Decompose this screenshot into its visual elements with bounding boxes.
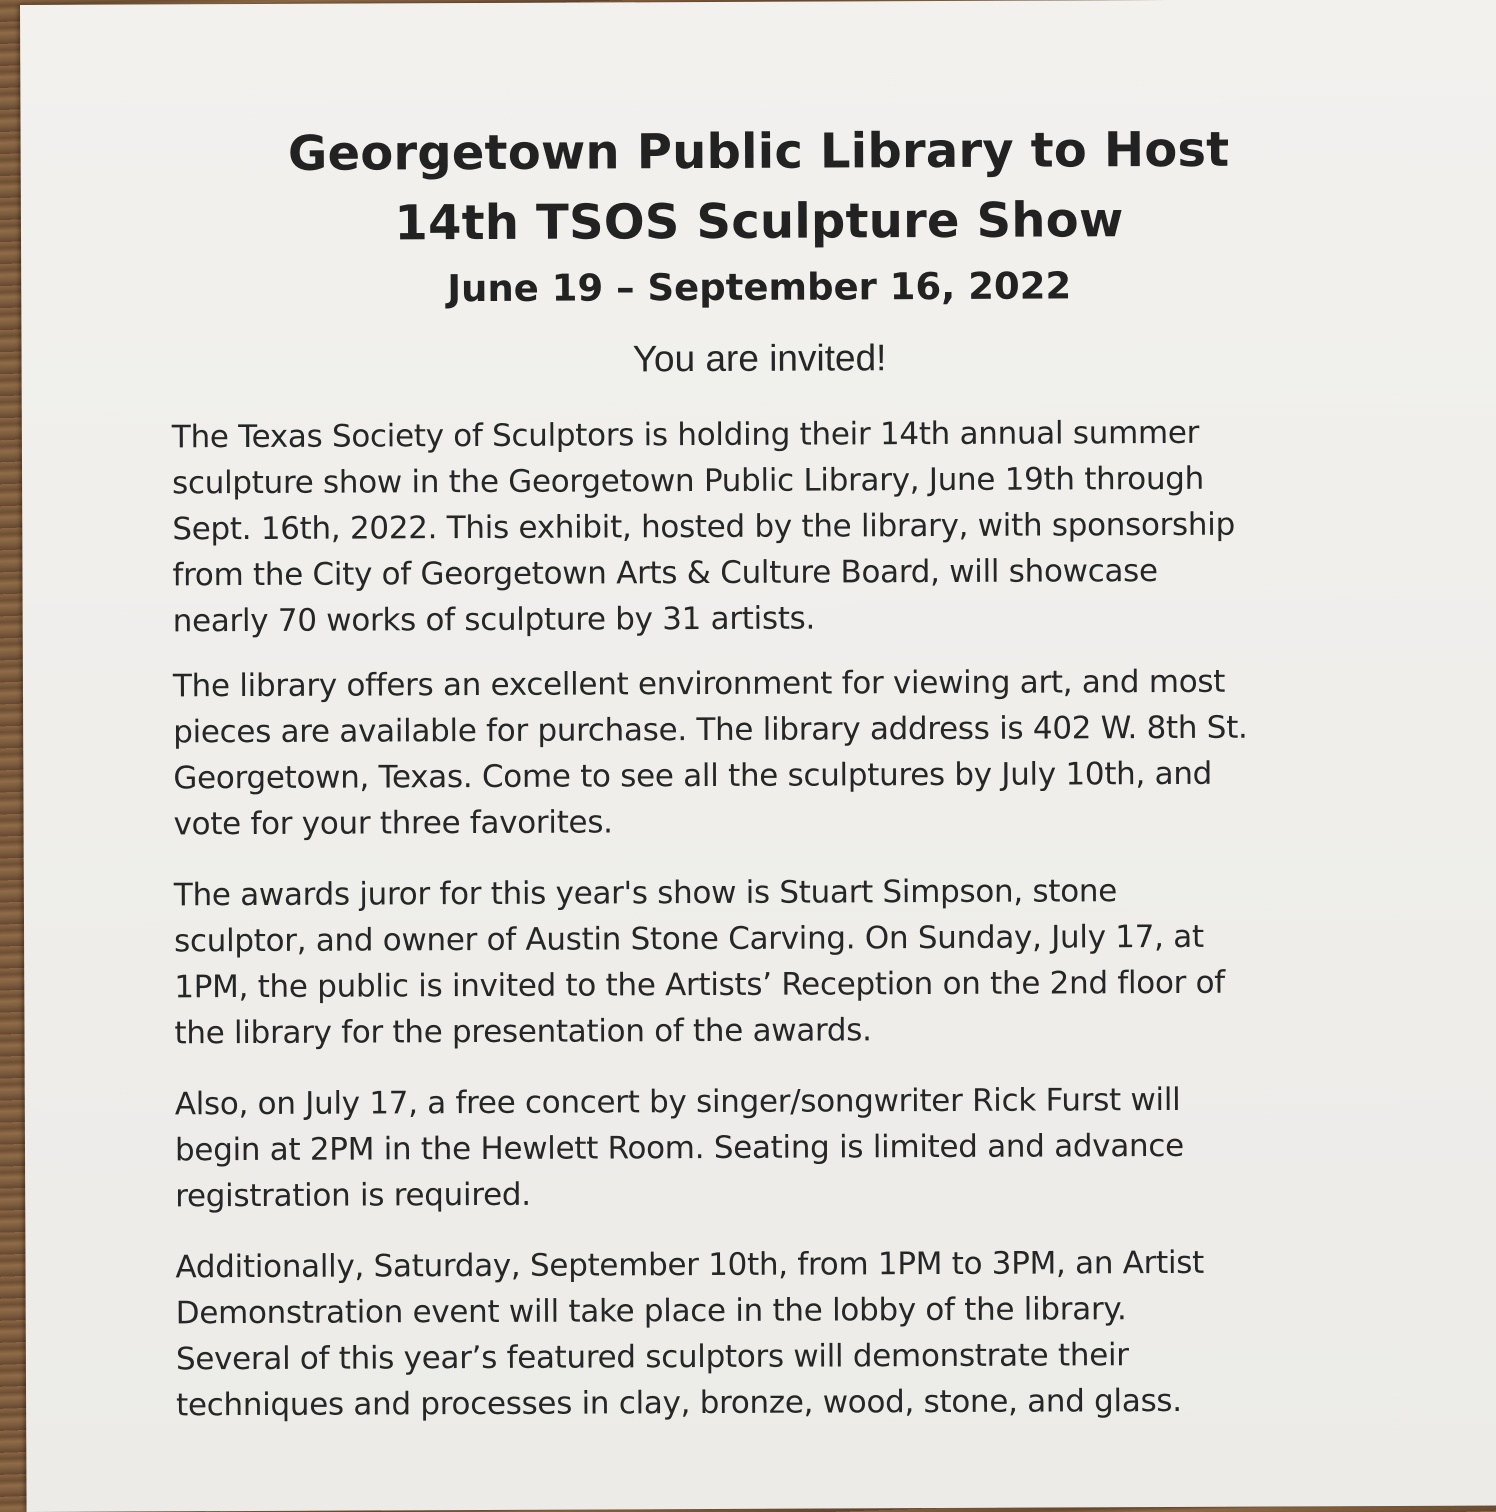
- paragraph-line: the library for the presentation of the awards.: [174, 1012, 872, 1052]
- paragraph-show-intro: [172, 409, 1313, 644]
- title-line-2: 14th TSOS Sculpture Show: [394, 192, 1124, 252]
- paragraph-line: The awards juror for this year's show is Stuart Simpson, stone: [173, 873, 1118, 914]
- paragraph-line: sculpture show in the Georgetown Public Library, June 19th through: [172, 460, 1205, 502]
- paragraph-line: 1PM, the public is invited to the Artists’ Reception on the 2nd floor of: [174, 964, 1225, 1006]
- paragraph-line: Several of this year’s featured sculptors will demonstrate their: [175, 1337, 1129, 1378]
- paragraph-line: Sept. 16th, 2022. This exhibit, hosted by the library, with sponsorship: [172, 506, 1235, 548]
- paragraph-line: vote for your three favorites.: [173, 804, 613, 843]
- title-line-1: Georgetown Public Library to Host: [287, 121, 1230, 182]
- paragraph-line: from the City of Georgetown Arts & Culture Board, will showcase: [172, 553, 1158, 594]
- paragraph-line: techniques and processes in clay, bronze, wood, stone, and glass.: [176, 1382, 1182, 1424]
- paragraph-line: The library offers an excellent environment for viewing art, and most: [172, 663, 1226, 705]
- paragraph-line: nearly 70 works of sculpture by 31 artists.: [172, 600, 816, 640]
- paragraph-line: sculptor, and owner of Austin Stone Carving. On Sunday, July 17, at: [174, 918, 1204, 960]
- paragraph-line: begin at 2PM in the Hewlett Room. Seating is limited and advance: [174, 1127, 1184, 1169]
- paragraph-line: Demonstration event will take place in the lobby of the library.: [175, 1291, 1127, 1332]
- paragraph-demonstration: [175, 1239, 1316, 1428]
- paragraph-line: Additionally, Saturday, September 10th, from 1PM to 3PM, an Artist: [175, 1244, 1205, 1286]
- flyer-page: [20, 0, 1496, 1512]
- paragraph-library-info: [173, 658, 1314, 847]
- paragraph-concert: [175, 1076, 1316, 1219]
- paragraph-line: registration is required.: [175, 1176, 531, 1215]
- paragraph-line: pieces are available for purchase. The library address is 402 W. 8th St.: [173, 709, 1248, 751]
- paragraph-line: Georgetown, Texas. Come to see all the sculptures by July 10th, and: [173, 755, 1213, 797]
- paragraph-line: The Texas Society of Sculptors is holding their 14th annual summer: [171, 414, 1200, 456]
- invitation-text: You are invited!: [632, 337, 887, 380]
- event-dates: June 19 – September 16, 2022: [447, 264, 1072, 311]
- paragraph-line: Also, on July 17, a free concert by singer/songwriter Rick Furst will: [174, 1081, 1181, 1123]
- paragraph-awards-reception: [174, 867, 1315, 1056]
